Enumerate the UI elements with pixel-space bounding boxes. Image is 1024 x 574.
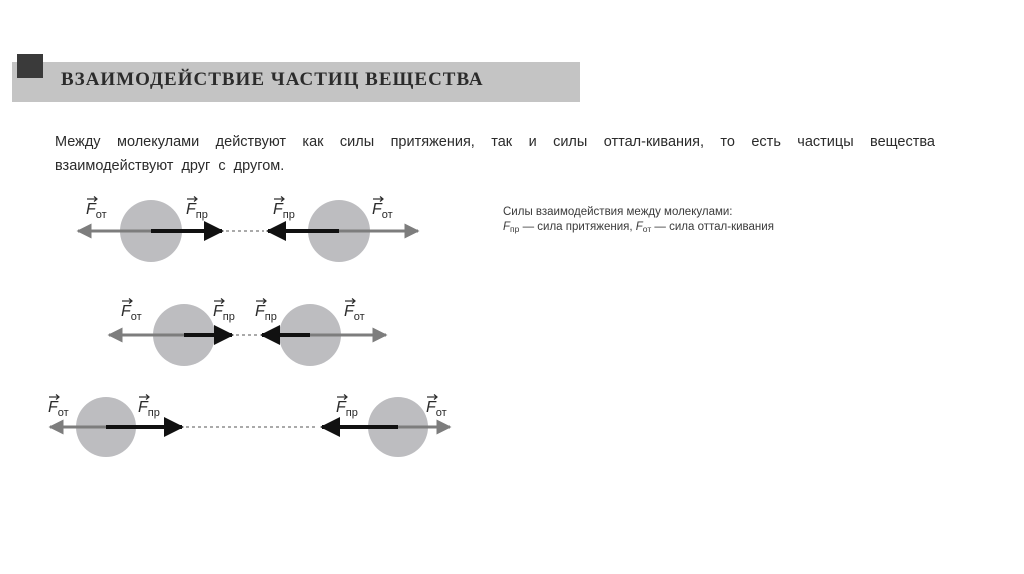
caption-line1: Силы взаимодействия между молекулами: — [503, 206, 733, 218]
row1-repulsion-label-4: $F_{от}$ — [372, 201, 393, 221]
row2-attraction-label-3: $F_{пр}$ — [255, 303, 277, 323]
row3-attraction-label-3: $F_{пр}$ — [336, 399, 358, 419]
page-title: ВЗАИМОДЕЙСТВИЕ ЧАСТИЦ ВЕЩЕСТВА — [61, 69, 484, 90]
intro-paragraph: Между молекулами действуют как силы притяжения, так и силы оттал-кивания, то есть частицы вещества взаимодействуют друг с другом. — [55, 134, 935, 174]
caption-text-repulsion: — сила оттал-кивания — [651, 221, 774, 233]
caption-symbol-repulsion: F — [635, 221, 643, 233]
row2-repulsion-label-1: $F_{от}$ — [121, 303, 142, 323]
row3-repulsion-label-1: $F_{от}$ — [48, 399, 69, 419]
row2-attraction-label-2: $F_{пр}$ — [213, 303, 235, 323]
caption-sub-attraction: пр — [510, 224, 520, 234]
caption-sub-repulsion: от — [642, 224, 652, 234]
caption-text-attraction: — сила притяжения, — [519, 221, 636, 233]
row1-attraction-label-2: $F_{пр}$ — [186, 201, 208, 221]
row1-repulsion-label-1: $F_{от}$ — [86, 201, 107, 221]
row3-attraction-label-2: $F_{пр}$ — [138, 399, 160, 419]
row1-attraction-label-3: $F_{пр}$ — [273, 201, 295, 221]
row2-repulsion-label-4: $F_{от}$ — [344, 303, 365, 323]
caption-symbol-attraction: F — [503, 221, 511, 233]
row3-repulsion-label-4: $F_{от}$ — [426, 399, 447, 419]
